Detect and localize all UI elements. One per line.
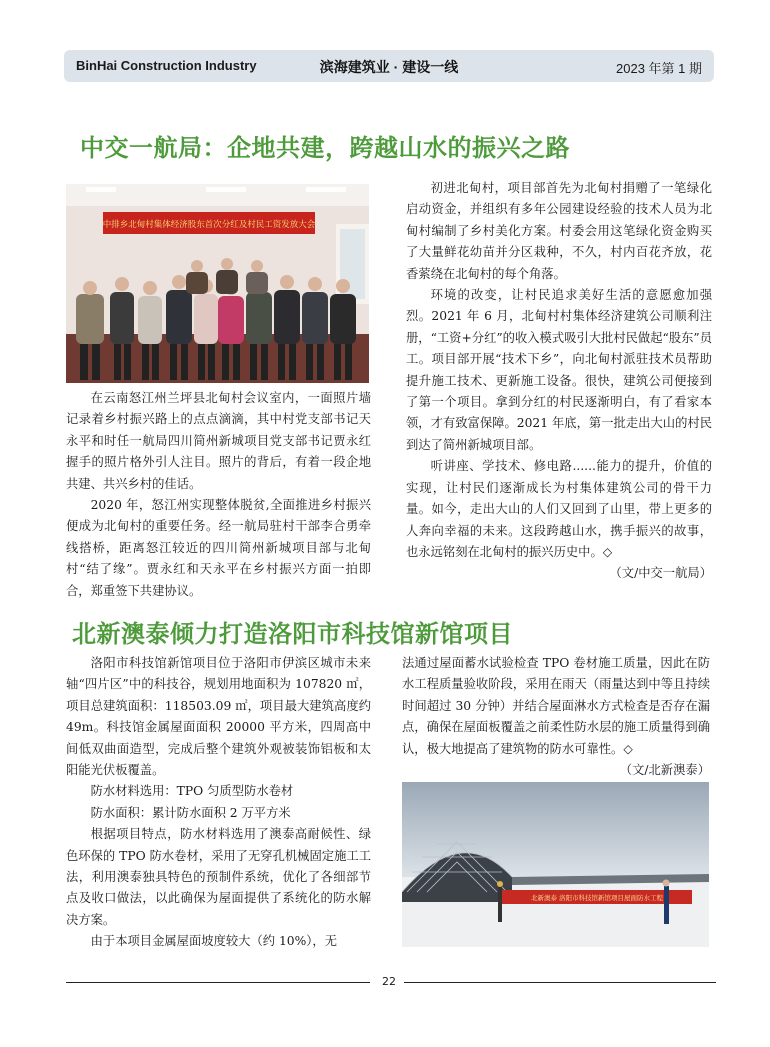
article-credit: （文/中交一航局） bbox=[609, 566, 712, 581]
column-name: 滨海建筑业 · 建设一线 bbox=[319, 59, 459, 75]
roof-construction-photo bbox=[402, 782, 709, 947]
paragraph bbox=[406, 456, 712, 581]
article-credit: （文/北新澳泰） bbox=[619, 763, 710, 778]
paragraph: 根据项目特点，防水材料选用了澳泰高耐候性、绿色环保的 TPO 防水卷材，采用了无穿孔机械固定施工工法，利用澳泰独具特色的预制件系统，优化了各细部节点及收口做法，以此确保为屋面提供了系统化的防水解决方案。 bbox=[66, 827, 371, 927]
paragraph bbox=[402, 653, 710, 778]
footer-rule-right bbox=[404, 982, 716, 983]
village-meeting-photo bbox=[66, 184, 369, 383]
paragraph: 2020 年，怒江州实现整体脱贫,全面推进乡村振兴便成为北甸村的重要任务。经一航局驻村干部李合勇牵线搭桥，距离怒江较近的四川简州新城项目部与北甸村“结了缘”。贾永红和天永平在乡村振兴方面一拍即合，郑重签下共建协议。 bbox=[66, 498, 371, 598]
paragraph: 防水材料选用：TPO 匀质型防水卷材 bbox=[90, 784, 294, 799]
paragraph: 洛阳市科技馆新馆项目位于洛阳市伊滨区城市未来轴“四片区”中的科技谷，规划用地面积为 107820 ㎡，项目总建筑面积：118503.09 ㎡，项目最大建筑高度约 49m。科技馆金属屋面面积 20000 平方米，四周高中间低双曲面造型，完成后整个建筑外观被装饰铝板和太阳能光伏板覆盖。 bbox=[66, 656, 371, 778]
issue-label: 2023 年第 1 期 bbox=[616, 61, 702, 76]
article-title: 中交一航局：企地共建，跨越山水的振兴之路 bbox=[80, 134, 570, 162]
article1-left-column bbox=[66, 388, 371, 602]
footer-rule-left bbox=[66, 982, 370, 983]
article1-right-column bbox=[406, 178, 712, 585]
paragraph: 在云南怒江州兰坪县北甸村会议室内，一面照片墙记录着乡村振兴路上的点点滴滴，其中村党支部书记天永平和时任一航局四川简州新城项目党支部书记贾永红握手的照片格外引人注目。照片的背后，有着一段企地共建、共兴乡村的佳话。 bbox=[66, 391, 371, 491]
roof-banner-text: 北新澳泰 洛阳市科技馆新馆项目屋面防水工程 bbox=[530, 894, 664, 902]
paragraph: 由于本项目金属屋面坡度较大（约 10%），无 bbox=[90, 934, 338, 949]
meeting-banner-text: 中排乡北甸村集体经济股东首次分红及村民工资发放大会 bbox=[102, 220, 316, 230]
article2-right-column bbox=[402, 653, 710, 781]
paragraph: 环境的改变，让村民追求美好生活的意愿愈加强烈。2021 年 6 月，北甸村村集体经济建筑公司顺利注册，“工资+分红”的收入模式吸引大批村民做起“股东”员工。项目部开展“技术下乡”，向北甸村派驻技术员帮助提升施工技术、更新施工设备。很快，建筑公司便接到了第一个项目。拿到分红的村民逐渐明白，有了看家本领，才有致富保障。2021 年底，第一批走出大山的村民到达了简州新城项目部。 bbox=[406, 288, 712, 452]
page-number: 22 bbox=[382, 975, 396, 988]
paragraph-text: 法通过屋面蓄水试验检查 TPO 卷材施工质量，因此在防水工程质量验收阶段，采用在雨天（雨量达到中等且持续时间超过 30 分钟）并结合屋面淋水方式检查是否存在漏点，确保在屋面板覆盖之前柔性防水层的施工质量得到确认，极大地提高了建筑物的防水可靠性。◇ bbox=[402, 656, 710, 756]
paragraph: 初进北甸村，项目部首先为北甸村捐赠了一笔绿化启动资金，并组织有多年公园建设经验的技术人员为北甸村编制了乡村美化方案。村委会用这笔绿化资金购买了大量鲜花幼苗并分区栽种，不久，村内百花齐放，花香萦绕在北甸村的每个角落。 bbox=[406, 181, 712, 281]
paragraph-text: 听讲座、学技术、修电路......能力的提升，价值的实现，让村民们逐渐成长为村集体建筑公司的骨干力量。如今，走出大山的人们又回到了山里，带上更多的人奔向幸福的未来。这段跨越山水，携手振兴的故事，也永远铭刻在北甸村的振兴历史中。◇ bbox=[406, 459, 712, 559]
article-title: 北新澳泰倾力打造洛阳市科技馆新馆项目 bbox=[72, 620, 513, 648]
article2-left-column bbox=[66, 653, 371, 953]
magazine-name: BinHai Construction Industry bbox=[76, 58, 257, 73]
paragraph: 防水面积：累计防水面积 2 万平方米 bbox=[90, 805, 291, 820]
running-header bbox=[64, 50, 714, 82]
